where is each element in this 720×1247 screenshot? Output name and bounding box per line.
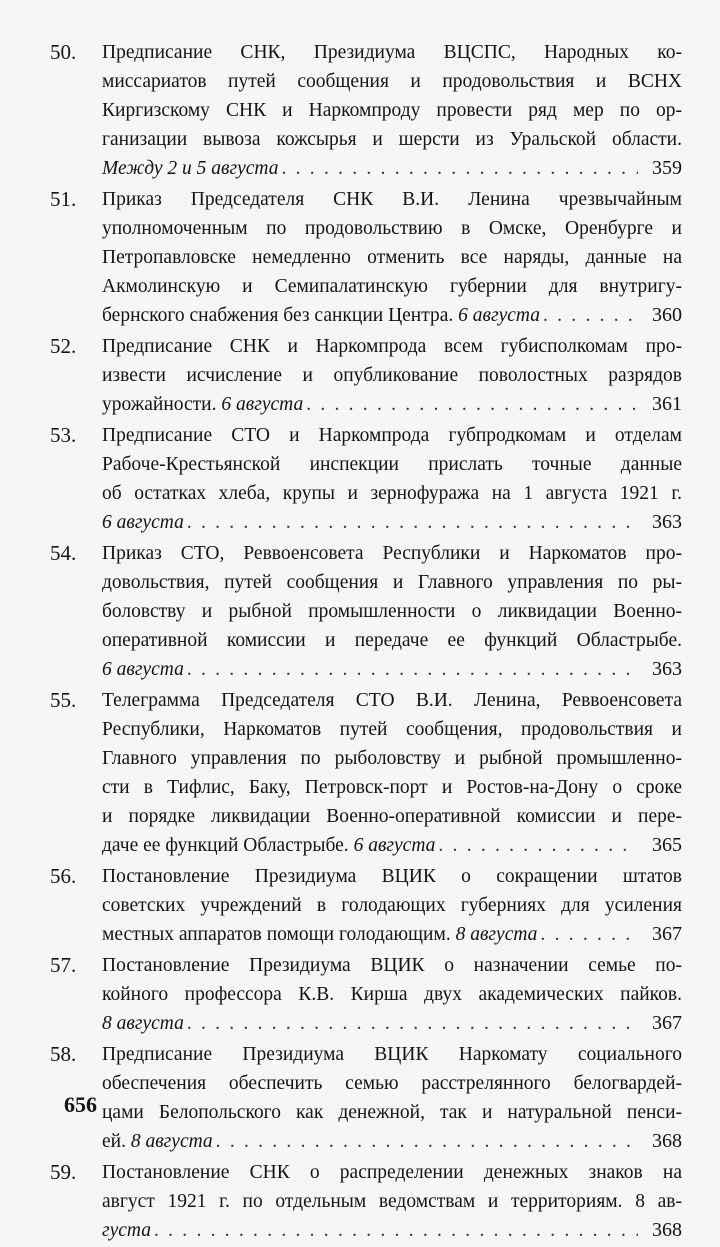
toc-entry xyxy=(50,421,682,537)
entry-text-line: Предписание СТО и Наркомпрода губпродкомам и отделам xyxy=(102,425,682,446)
entry-text-line: ганизации вывоза кожсырья и шерсти из Уральской области. xyxy=(102,129,682,150)
entry-title-end xyxy=(102,508,184,537)
entry-text-line: Киргизскому СНК и Наркомпроду провести ряд мер по ор- xyxy=(102,100,682,121)
entry-leader-line xyxy=(102,390,682,419)
entry-leader-line xyxy=(102,655,682,684)
entry-title-end xyxy=(102,301,540,330)
entry-leader-line xyxy=(102,1009,682,1038)
toc-entry xyxy=(50,1158,682,1245)
dot-leader xyxy=(154,1216,638,1245)
entry-title-end xyxy=(102,390,303,419)
entry-leader-line xyxy=(102,1216,682,1245)
entry-leader-line xyxy=(102,1127,682,1156)
entry-leader-line xyxy=(102,154,682,183)
entry-number: 53. xyxy=(50,423,77,447)
entry-text-line: об остатках хлеба, крупы и зернофуража на 1 августа 1921 г. xyxy=(102,483,682,504)
entry-page-number: 363 xyxy=(652,511,682,533)
entry-text-line: довольствия, путей сообщения и Главного управления по ры- xyxy=(102,572,682,593)
dot-leader xyxy=(543,301,638,330)
entry-text-line: август 1921 г. по отдельным ведомствам и территориям. 8 ав- xyxy=(102,1191,682,1212)
entry-page-number: 367 xyxy=(652,1012,682,1034)
entry-leader-line xyxy=(102,920,682,949)
entry-date: 6 августа xyxy=(458,305,540,326)
entry-text-line: Телеграмма Председателя СТО В.И. Ленина, Реввоенсовета xyxy=(102,690,682,711)
page-number: 656 xyxy=(64,1092,97,1117)
entry-date: густа xyxy=(102,1220,151,1241)
entry-text-line: извести исчисление и опубликование поволостных разрядов xyxy=(102,365,682,386)
entry-text-tail: ей. xyxy=(102,1131,131,1152)
entry-date: Между 2 и 5 августа xyxy=(102,158,279,179)
entry-text-line: Главного управления по рыболовству и рыбной промышленно- xyxy=(102,748,682,769)
entry-text-line: Постановление Президиума ВЦИК о сокращении штатов xyxy=(102,866,682,887)
entry-number: 52. xyxy=(50,334,77,358)
entry-page-number: 367 xyxy=(652,923,682,945)
entry-title-end xyxy=(102,920,537,949)
entry-page-number: 359 xyxy=(652,157,682,179)
entry-title-end xyxy=(102,1127,213,1156)
toc-entry xyxy=(50,951,682,1038)
dot-leader xyxy=(187,508,638,537)
dot-leader xyxy=(306,390,638,419)
entry-number: 57. xyxy=(50,953,77,977)
entry-text-tail: даче ее функций Областрыбе. xyxy=(102,835,354,856)
entry-text-line: советских учреждений в голодающих губерниях для усиления xyxy=(102,895,682,916)
entry-number: 54. xyxy=(50,541,77,565)
dot-leader xyxy=(216,1127,638,1156)
entry-text-line: и порядке ликвидации Военно-оперативной комиссии и пере- xyxy=(102,806,682,827)
entry-title-end xyxy=(102,1216,151,1245)
toc-entry xyxy=(50,38,682,183)
toc-entry xyxy=(50,686,682,860)
entry-page-number: 365 xyxy=(652,834,682,856)
entry-text-line: Петропавловске немедленно отменить все наряды, данные на xyxy=(102,247,682,268)
entry-number: 59. xyxy=(50,1160,77,1184)
entry-text-line: Предписание Президиума ВЦИК Наркомату социального xyxy=(102,1044,682,1065)
entry-number: 50. xyxy=(50,40,77,64)
entry-title-end xyxy=(102,655,184,684)
entry-date: 6 августа xyxy=(102,659,184,680)
entry-number: 56. xyxy=(50,864,77,888)
entry-number: 51. xyxy=(50,187,77,211)
table-of-contents xyxy=(50,38,682,1247)
entry-text-line: Акмолинскую и Семипалатинскую губернии для внутригу- xyxy=(102,276,682,297)
entry-number: 58. xyxy=(50,1042,77,1066)
entry-date: 8 августа xyxy=(130,1131,213,1152)
dot-leader xyxy=(282,154,639,183)
entry-date: 6 августа xyxy=(221,394,304,415)
entry-page-number: 360 xyxy=(652,304,682,326)
entry-text-tail: местных аппаратов помощи голодающим. xyxy=(102,924,456,945)
dot-leader xyxy=(187,655,638,684)
entry-title-end xyxy=(102,1009,184,1038)
entry-leader-line xyxy=(102,508,682,537)
entry-text-line: Республики, Наркоматов путей сообщения, продовольствия и xyxy=(102,719,682,740)
entry-date: 8 августа xyxy=(102,1013,184,1034)
dot-leader xyxy=(540,920,638,949)
entry-title-end xyxy=(102,154,279,183)
entry-text-line: Постановление Президиума ВЦИК о назначении семье по- xyxy=(102,955,682,976)
entry-page-number: 368 xyxy=(652,1130,682,1152)
entry-text-line: сти в Тифлис, Баку, Петровск-порт и Ростов-на-Дону о сроке xyxy=(102,777,682,798)
toc-entry xyxy=(50,185,682,330)
entry-page-number: 363 xyxy=(652,658,682,680)
entry-text-line: миссариатов путей сообщения и продовольствия и ВСНХ xyxy=(102,71,682,92)
entry-text-line: уполномоченным по продовольствию в Омске, Оренбурге и xyxy=(102,218,682,239)
entry-leader-line xyxy=(102,831,682,860)
entry-text-line: оперативной комиссии и передаче ее функций Областрыбе. xyxy=(102,630,682,651)
entry-date: 6 августа xyxy=(102,512,184,533)
entry-leader-line xyxy=(102,301,682,330)
toc-entry xyxy=(50,539,682,684)
entry-text-line: Постановление СНК о распределении денежных знаков на xyxy=(102,1162,682,1183)
entry-text-tail: бернского снабжения без санкции Центра. xyxy=(102,305,459,326)
entry-text-line: цами Белопольского как денежной, так и натуральной пенси- xyxy=(102,1102,682,1123)
dot-leader xyxy=(187,1009,638,1038)
entry-text-line: койного профессора К.В. Кирша двух академических пайков. xyxy=(102,984,682,1005)
entry-page-number: 368 xyxy=(652,1219,682,1241)
entry-text-line: боловству и рыбной промышленности о ликвидации Военно- xyxy=(102,601,682,622)
entry-number: 55. xyxy=(50,688,77,712)
entry-text-tail: урожайности. xyxy=(102,394,222,415)
entry-text-line: Приказ СТО, Реввоенсовета Республики и Наркоматов про- xyxy=(102,543,682,564)
entry-page-number: 361 xyxy=(652,393,682,415)
entry-text-line: обеспечения обеспечить семью расстрелянного белогвардей- xyxy=(102,1073,682,1094)
toc-entry xyxy=(50,1040,682,1156)
entry-text-line: Предписание СНК и Наркомпрода всем губисполкомам про- xyxy=(102,336,682,357)
entry-date: 8 августа xyxy=(455,924,538,945)
entry-title-end xyxy=(102,831,435,860)
entry-text-line: Рабоче-Крестьянской инспекции прислать точные данные xyxy=(102,454,682,475)
dot-leader xyxy=(438,831,638,860)
entry-date: 6 августа xyxy=(353,835,436,856)
entry-text-line: Предписание СНК, Президиума ВЦСПС, Народных ко- xyxy=(102,42,682,63)
entry-text-line: Приказ Председателя СНК В.И. Ленина чрезвычайным xyxy=(102,189,682,210)
toc-entry xyxy=(50,332,682,419)
toc-entry xyxy=(50,862,682,949)
